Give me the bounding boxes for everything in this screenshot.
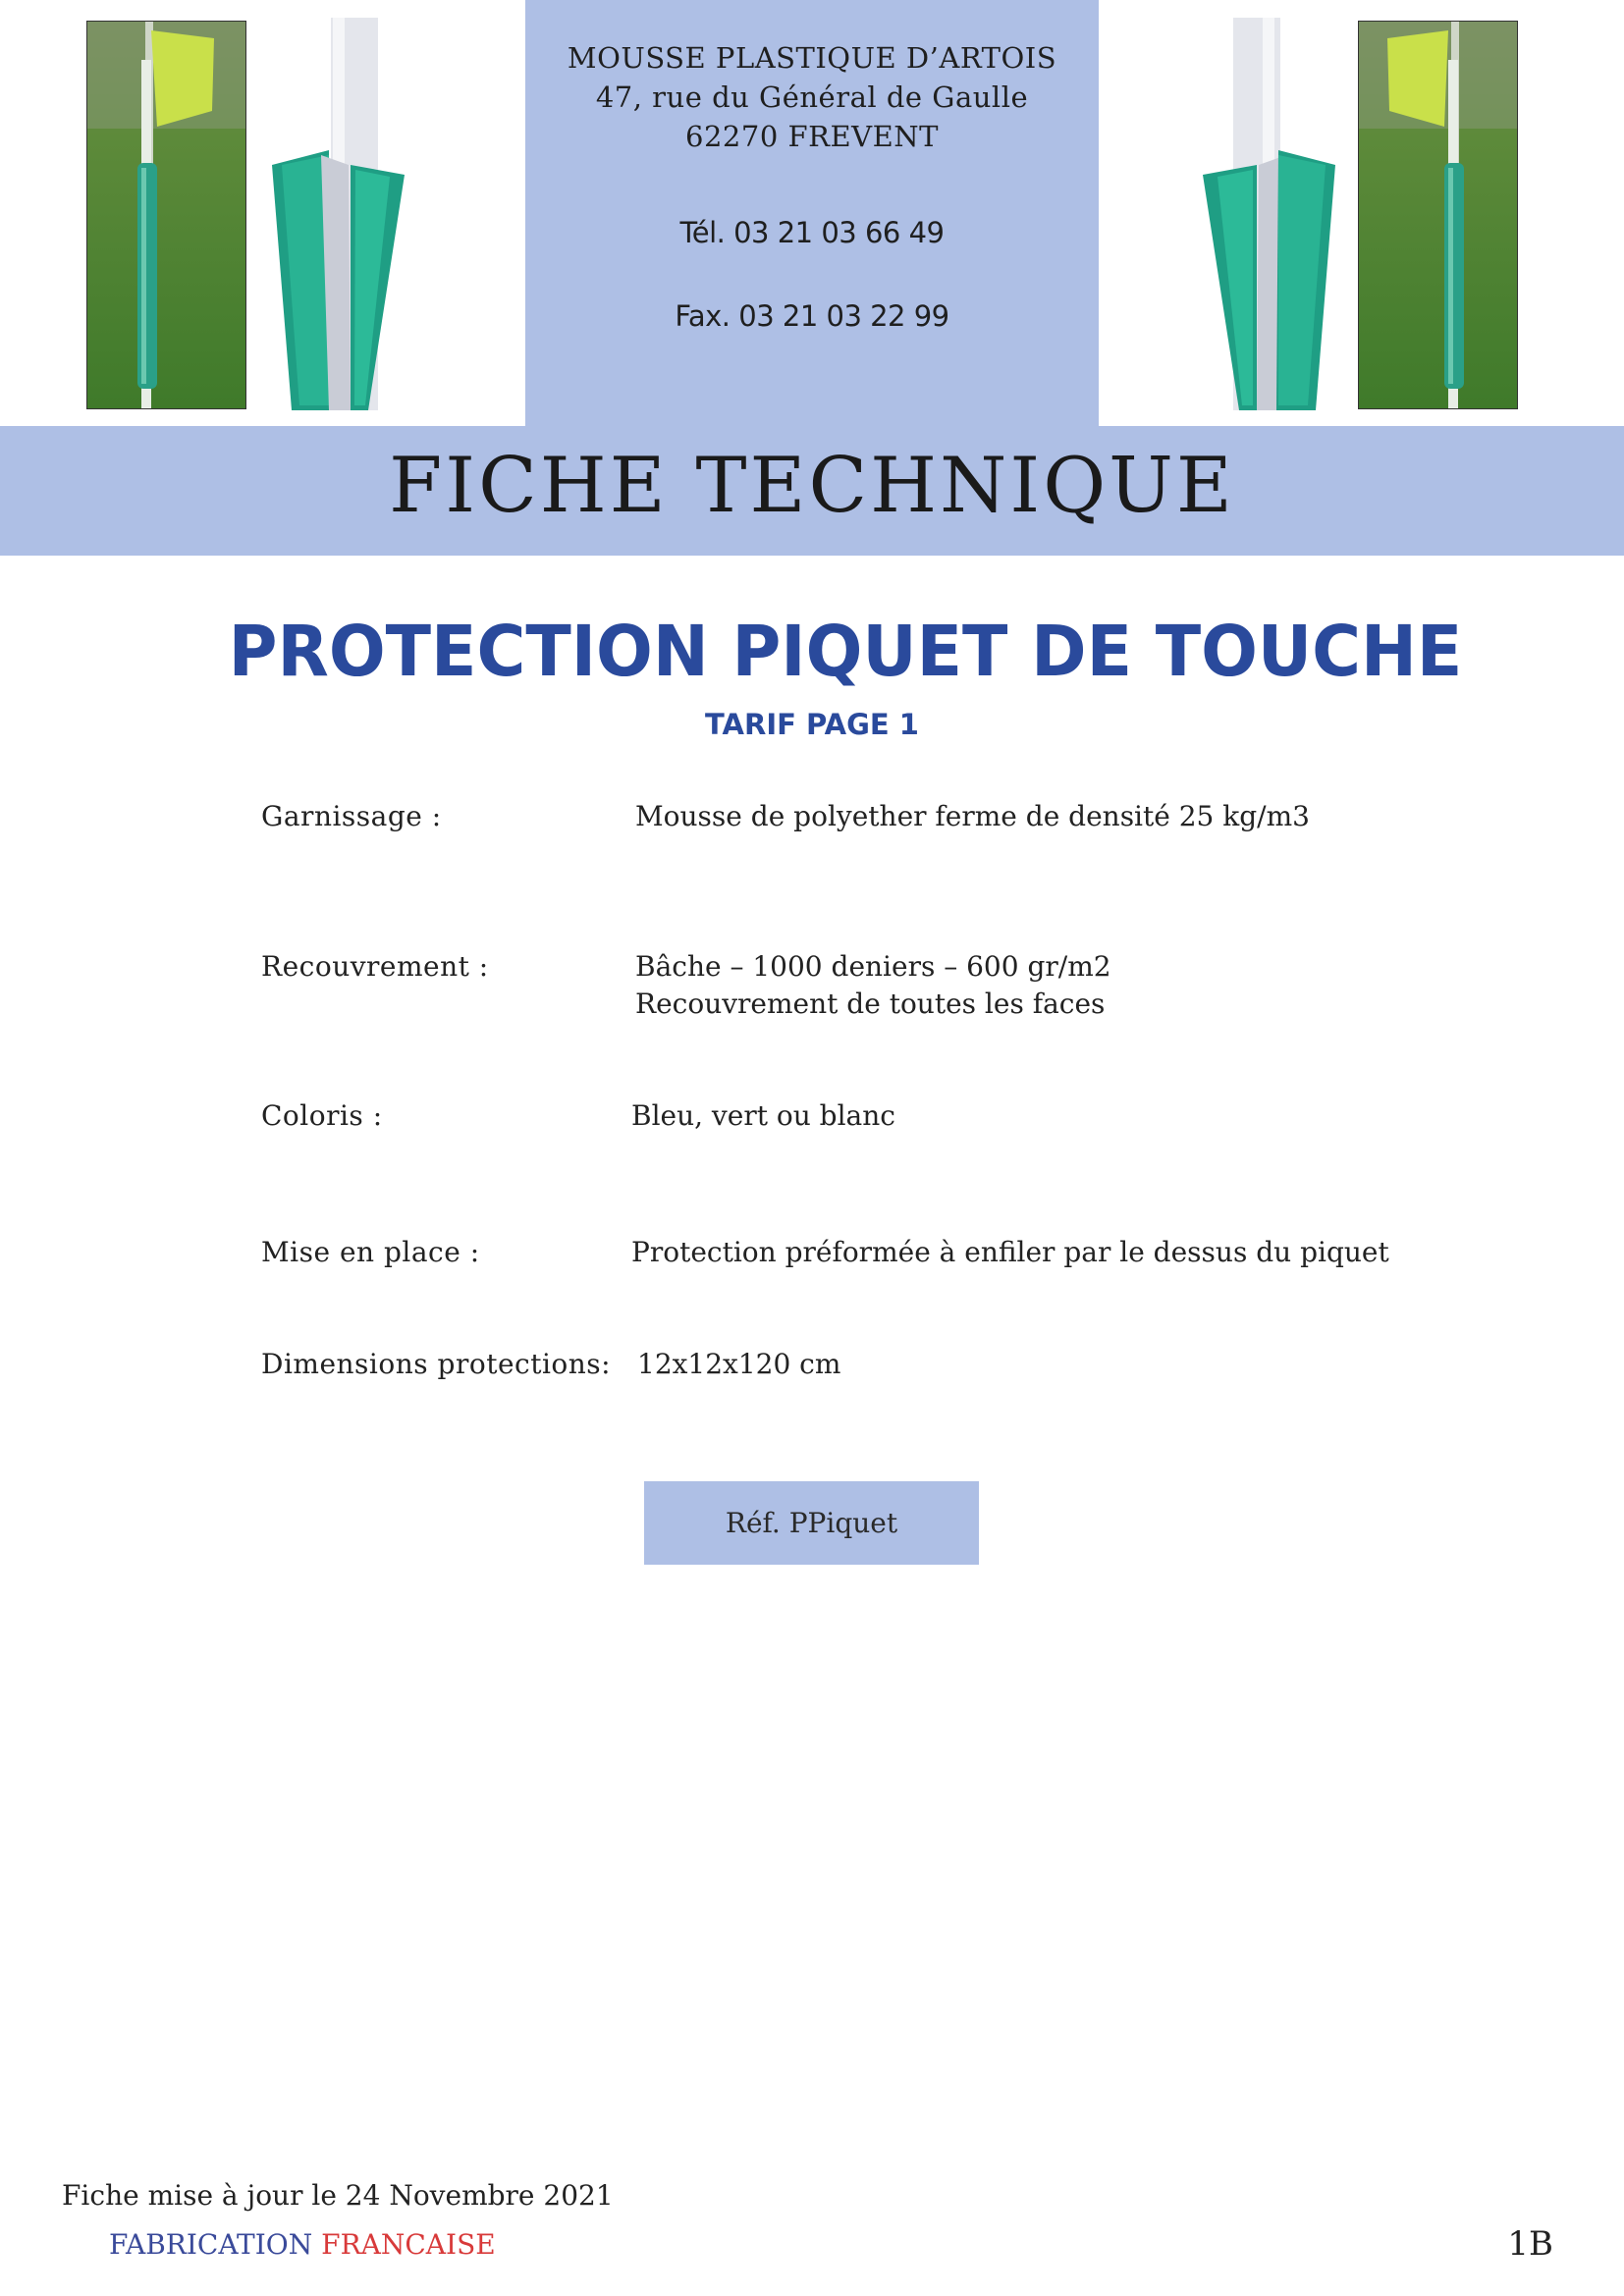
spec-label-mise-en-place: Mise en place : <box>261 1236 480 1268</box>
spec-value-mise-en-place: Protection préformée à enfiler par le dessus du piquet <box>631 1236 1389 1268</box>
company-fax: Fax. 03 21 03 22 99 <box>675 299 949 333</box>
spec-label-coloris: Coloris : <box>261 1099 383 1132</box>
tarif-reference: TARIF PAGE 1 <box>705 708 919 741</box>
francaise-word: FRANCAISE <box>321 2228 496 2261</box>
fabrication-word: FABRICATION <box>109 2228 313 2261</box>
spec-label-dimensions: Dimensions protections: <box>261 1348 612 1380</box>
photo-flag-field-right <box>1358 21 1518 409</box>
document-title: FICHE TECHNIQUE <box>389 442 1235 530</box>
company-city: 62270 FREVENT <box>685 120 939 153</box>
photo-sleeve-right <box>1198 18 1355 410</box>
company-name: MOUSSE PLASTIQUE D’ARTOIS <box>567 41 1057 75</box>
spec-value-dimensions: 12x12x120 cm <box>637 1348 841 1380</box>
update-date: Fiche mise à jour le 24 Novembre 2021 <box>62 2179 614 2212</box>
fabrication-francaise <box>109 2228 496 2261</box>
product-title: PROTECTION PIQUET DE TOUCHE <box>228 612 1463 693</box>
spec-value-recouvrement-1: Bâche – 1000 deniers – 600 gr/m2 <box>635 950 1111 983</box>
photo-flag-field-left <box>86 21 246 409</box>
company-phone: Tél. 03 21 03 66 49 <box>679 216 945 249</box>
spec-label-garnissage: Garnissage : <box>261 800 442 832</box>
spec-value-coloris: Bleu, vert ou blanc <box>631 1099 895 1132</box>
spec-value-recouvrement-2: Recouvrement de toutes les faces <box>635 988 1106 1020</box>
photo-sleeve-left <box>252 18 409 410</box>
reference-box <box>644 1481 979 1565</box>
reference-label: Réf. PPiquet <box>725 1507 898 1539</box>
spec-value-garnissage: Mousse de polyether ferme de densité 25 kg/m3 <box>635 800 1310 832</box>
spec-label-recouvrement: Recouvrement : <box>261 950 489 983</box>
company-street: 47, rue du Général de Gaulle <box>595 80 1029 114</box>
page-number: 1B <box>1507 2224 1553 2264</box>
